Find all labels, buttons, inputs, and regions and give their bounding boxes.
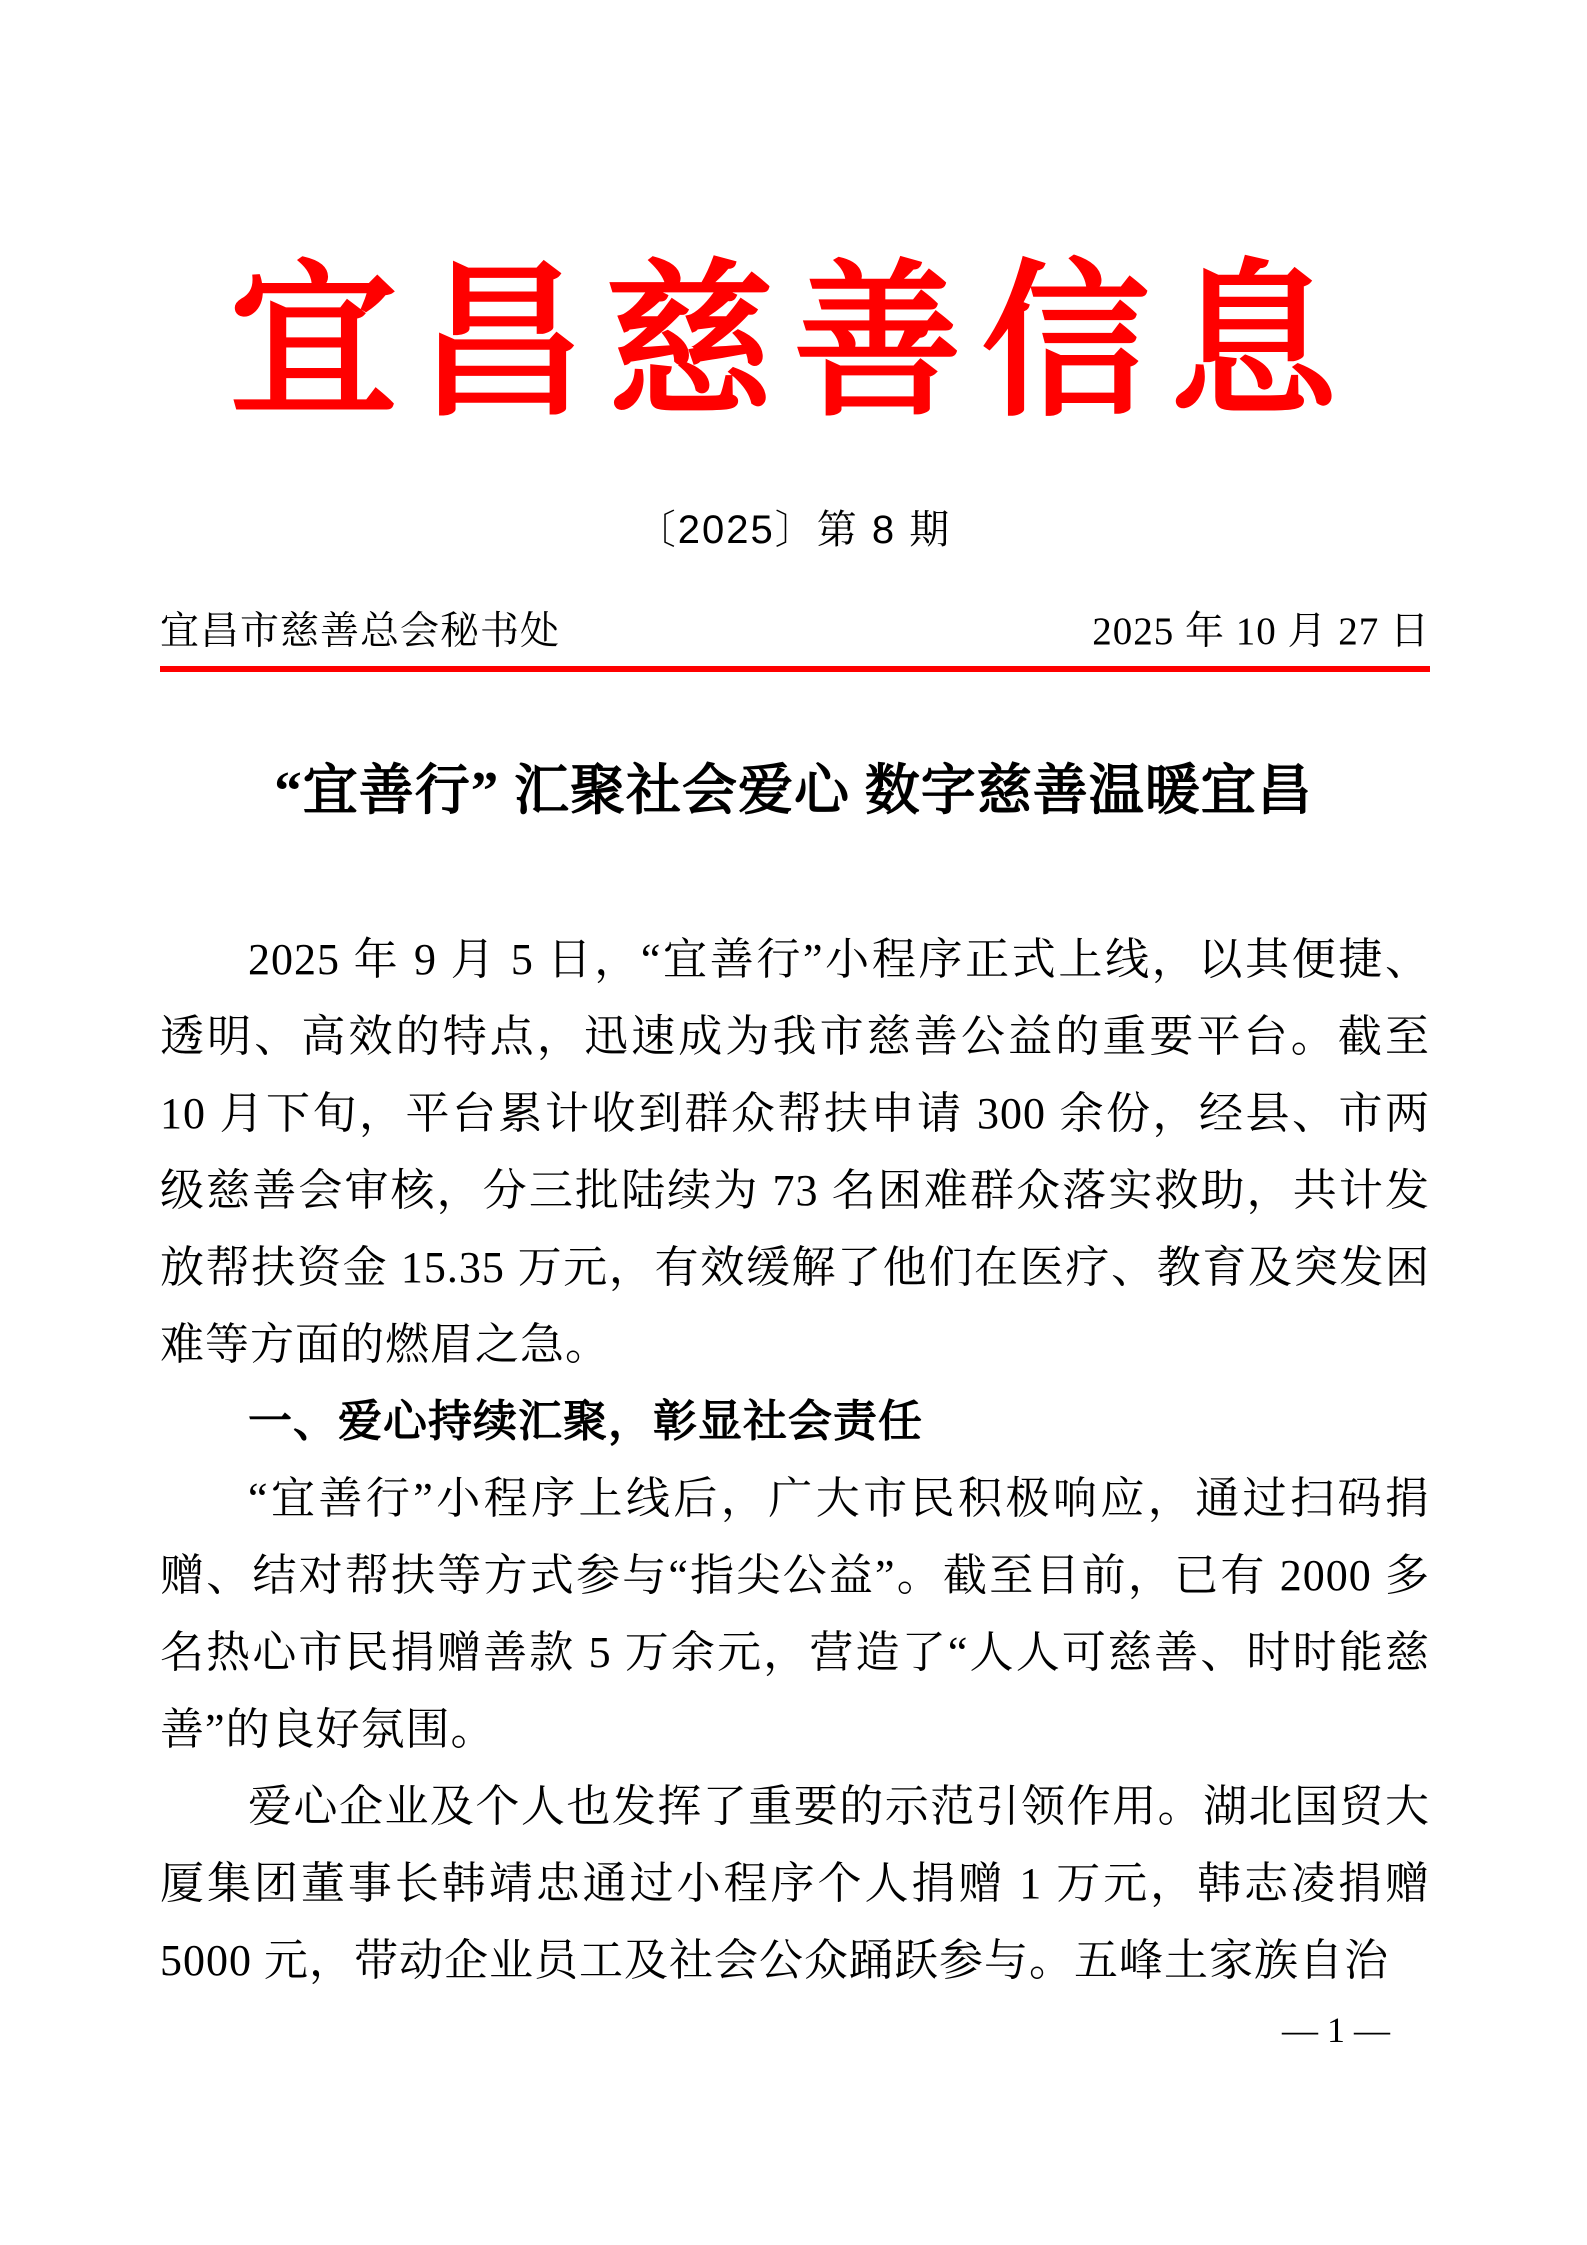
masthead-divider (160, 666, 1430, 672)
article-title: “宜善行” 汇聚社会爱心 数字慈善温暖宜昌 (274, 760, 1313, 821)
publisher-name: 宜昌市慈善总会秘书处 (160, 610, 561, 653)
masthead-title: 宜昌慈善信息 (229, 251, 1358, 437)
article-paragraph: 爱心企业及个人也发挥了重要的示范引领作用。湖北国贸大厦集团董事长韩靖忠通过小程序个人捐赠 1 万元，韩志凌捐赠 5000 元，带动企业员工及社会公众踊跃参与。五峰土家族自治 (160, 1782, 1430, 1985)
article-paragraph: “宜善行”小程序上线后，广大市民积极响应，通过扫码捐赠、结对帮扶等方式参与“指尖公益”。截至目前，已有 2000 多名热心市民捐赠善款 5 万余元，营造了“人人可慈善、时时能慈善”的良好氛围。 (160, 1474, 1430, 1754)
section-heading: 一、爱心持续汇聚，彰显社会责任 (248, 1397, 923, 1446)
article-paragraph: 2025 年 9 月 5 日，“宜善行”小程序正式上线，以其便捷、透明、高效的特点，迅速成为我市慈善公益的重要平台。截至 10 月下旬，平台累计收到群众帮扶申请 300 余份，经县、市两级慈善会审核，分三批陆续为 73 名困难群众落实救助，共计发放帮扶资金 15.35 万元，有效缓解了他们在医疗、教育及突发困难等方面的燃眉之急。 (160, 935, 1430, 1369)
publish-date: 2025 年 10 月 27 日 (1092, 610, 1430, 653)
publication-info-row (160, 608, 1430, 656)
issue-number: 〔2025〕第 8 期 (635, 508, 952, 552)
article-body (160, 921, 1430, 1999)
page-number: — 1 — (1282, 2010, 1390, 2050)
